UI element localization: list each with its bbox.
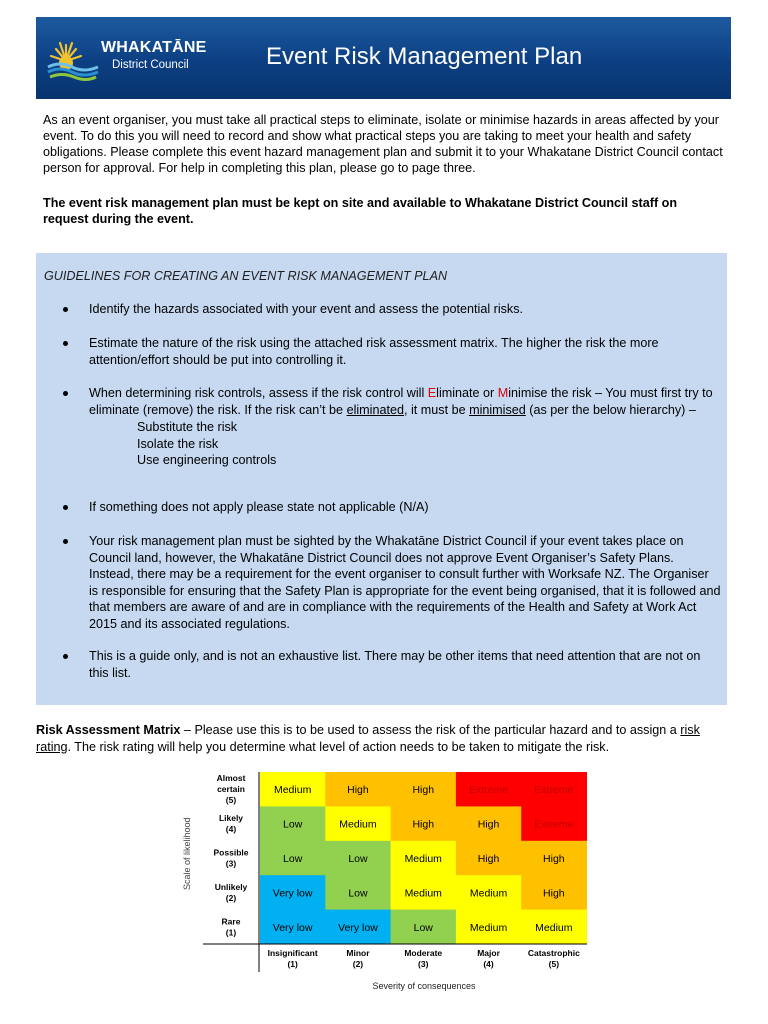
matrix-cell-label: Low: [283, 818, 303, 831]
severity-label: (3): [418, 959, 429, 969]
matrix-cell-label: High: [347, 784, 369, 797]
matrix-cell-label: Medium: [469, 887, 508, 900]
hierarchy-item: Substitute the risk: [137, 420, 238, 434]
hierarchy-item: Use engineering controls: [137, 453, 277, 467]
severity-label: (2): [352, 959, 364, 969]
matrix-cell-label: Medium: [404, 887, 442, 900]
intro-paragraph: As an event organiser, you must take all practical steps to eliminate, isolate or minimise hazards in areas affected by your event. To do this you will need to record and show what practical steps you are taking to meet your health and safety obligations. Please complete this event hazard management plan and submit it to your Whakatane District Council contact person for approval. For help in completing this plan, please go to page three.: [43, 113, 723, 175]
matrix-cell-label: High: [477, 818, 500, 831]
likelihood-label: Possible: [213, 847, 249, 858]
severity-label: Major: [477, 948, 500, 958]
severity-label: (1): [287, 959, 298, 969]
likelihood-label: certain: [217, 784, 245, 795]
matrix-intro-label: Risk Assessment Matrix: [36, 723, 181, 737]
matrix-cell-label: High: [543, 853, 565, 865]
likelihood-label: (5): [225, 795, 237, 806]
severity-label: Insignificant: [267, 948, 318, 958]
likelihood-label: (2): [225, 892, 237, 903]
matrix-intro-text: Please use this is to be used to assess the risk of the particular hazard and to assign a: [194, 723, 681, 737]
hierarchy-item: Isolate the risk: [137, 436, 219, 451]
logo-name: WHAKATĀNE: [101, 39, 207, 56]
guideline-text: When determining risk controls, assess if the risk control will Eliminate or Minimise the risk – You must first try to eliminate (remove) the risk. If the risk can’t be eliminated, it must be minimised (as per the below hierarchy) –: [89, 386, 713, 417]
matrix-intro: Risk Assessment Matrix – Please use this is to be used to assess the risk of the particular hazard and to assign a risk rating. The risk rating will help you determine what level of action needs to be taken to mitigate the risk.: [36, 723, 700, 754]
guideline-text: If something does not apply please state not applicable (N/A): [89, 500, 429, 514]
matrix-cell-label: Extreme: [469, 784, 509, 797]
matrix-cell-label: Very low: [338, 921, 378, 934]
likelihood-label: Almost: [216, 773, 246, 784]
matrix-cell-label: Medium: [273, 784, 312, 797]
likelihood-label: Likely: [218, 813, 244, 824]
guideline-text: Your risk management plan must be sighted by the Whakatāne District Council if your event takes place on Council land, however, the Whakatāne District Council does not approve Event Organiser’s Safety Plans. Instead, there may be a requirement for the event organiser to consult further with Worksafe NZ. The Organiser is responsible for ensuring that the Safety Plan is appropriate for the event being organised, that it is followed and that members are aware of and are in compliance with the requirements of the Health and Safety at Work Act 2015 and its associated regulations.: [89, 534, 721, 631]
guideline-text: Identify the hazards associated with your event and assess the potential risks.: [89, 302, 524, 316]
matrix-cell-label: Very low: [272, 921, 313, 934]
matrix-cell-label: Medium: [535, 921, 573, 934]
severity-label: Catastrophic: [527, 948, 580, 958]
severity-label: (5): [548, 959, 560, 969]
severity-label: Moderate: [404, 948, 443, 958]
likelihood-label: Rare: [221, 916, 241, 927]
matrix-cell-label: Extreme: [534, 784, 574, 797]
guideline-text: Estimate the nature of the risk using the attached risk assessment matrix. The higher the risk the more attention/effort should be put into controlling it.: [89, 336, 659, 367]
guidelines-title: GUIDELINES FOR CREATING AN EVENT RISK MANAGEMENT PLAN: [44, 269, 448, 283]
matrix-cell-label: Low: [413, 921, 433, 934]
matrix-cell-label: Medium: [404, 853, 442, 865]
matrix-cell-label: Low: [283, 853, 303, 865]
x-axis-label: Severity of consequences: [372, 981, 476, 991]
matrix-cell-label: High: [412, 784, 435, 797]
likelihood-label: (1): [225, 927, 237, 938]
matrix-cell-label: Low: [348, 853, 368, 865]
intro-bold-note: The event risk management plan must be kept on site and available to Whakatane District Council staff on request during the event.: [43, 196, 678, 226]
matrix-cell-label: High: [543, 887, 565, 900]
likelihood-label: Unlikely: [214, 881, 248, 892]
logo-subtitle: District Council: [112, 59, 189, 71]
risk-rating-link[interactable]: risk rating: [36, 723, 700, 754]
y-axis-label: Scale of likelihood: [182, 817, 192, 890]
matrix-cell-label: Very low: [272, 887, 313, 900]
matrix-cell-label: High: [412, 818, 435, 831]
severity-label: (4): [483, 959, 494, 969]
matrix-cell-label: Low: [348, 887, 368, 900]
severity-label: Minor: [346, 948, 370, 958]
matrix-cell-label: High: [477, 853, 500, 865]
page-title: Event Risk Management Plan: [266, 43, 583, 70]
likelihood-label: (4): [225, 824, 237, 835]
matrix-cell-label: Extreme: [534, 818, 574, 831]
matrix-cell-label: Medium: [339, 818, 377, 831]
likelihood-label: (3): [225, 858, 237, 869]
guideline-text: This is a guide only, and is not an exhaustive list. There may be other items that need attention that are not on this list.: [89, 649, 701, 680]
matrix-cell-label: Medium: [469, 921, 508, 934]
